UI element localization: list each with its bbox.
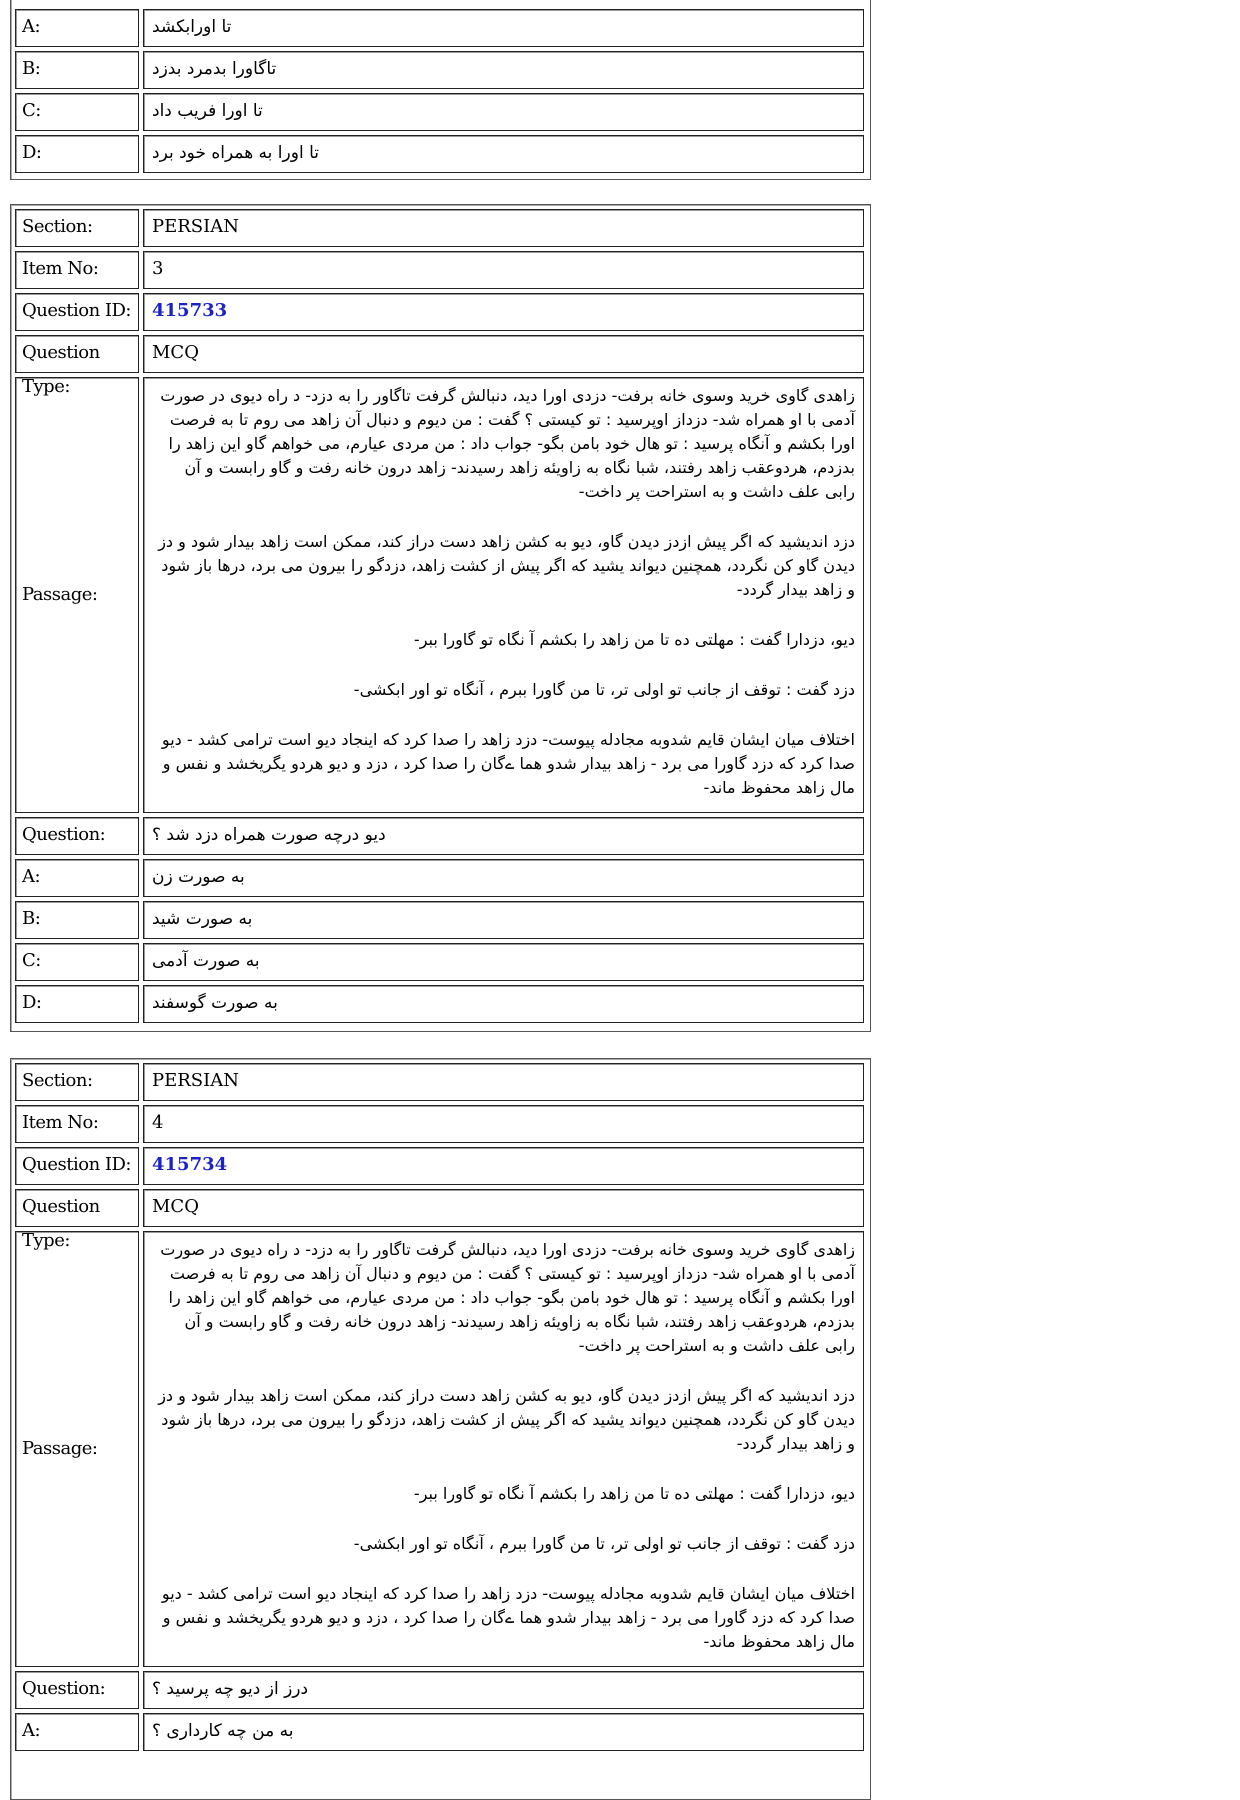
- passage-paragraph: دزد گفت : توقف از جانب تو اولی تر، تا من گاورا ببرم ، آنگاه تو اور ابکشی-: [353, 1534, 855, 1553]
- option-a-text: به من چه کارداری ؟: [143, 1713, 864, 1751]
- question-block-2: [10, 0, 871, 180]
- option-b-label: B:: [15, 901, 139, 939]
- item-no-label: Item No:: [15, 251, 139, 289]
- question-id-label: Question ID:: [15, 293, 139, 331]
- question-type-label: Question Type:: [15, 1189, 139, 1227]
- option-b-text: به صورت شید: [143, 901, 864, 939]
- item-no-value: 4: [143, 1105, 864, 1143]
- passage-paragraph: دزد گفت : توقف از جانب تو اولی تر، تا من گاورا ببرم ، آنگاه تو اور ابکشی-: [353, 680, 855, 699]
- question-text: دیو درچه صورت همراه دزد شد ؟: [143, 817, 864, 855]
- question-block-3: [10, 204, 871, 1032]
- passage-paragraph: دزد اندیشید که اگر پیش ازدز دیدن گاو، دیو به کشن زاهد دست دراز کند، ممکن است زاهد بیدار شود و دز دیدن گاو کن نگردد، همچنین دیواند یشید که اگر پیش از کشت زاهد، دزدگو را بیرون می برد، درها باز شود و زاهد بیدار گردد-: [158, 532, 855, 599]
- question-text: درز از دیو چه پرسید ؟: [143, 1671, 864, 1709]
- option-c-label: C:: [15, 93, 139, 131]
- option-c-text: به صورت آدمی: [143, 943, 864, 981]
- option-c-text: تا اورا فریب داد: [143, 93, 864, 131]
- question-type-value: MCQ: [143, 335, 864, 373]
- passage-paragraph: اختلاف میان ایشان قایم شدوبه مجادله پیوست- دزد زاهد را صدا کرد که اینجاد دیو است ترامی کشد - دیو صدا کرد که دزد گاورا می برد - زاهد بیدار شدو هما ےگان را صدا کرد ، دزد و دیو هردو یگریخشد و نفس و مال زاهد محفوظ ماند-: [161, 730, 855, 797]
- section-value: PERSIAN: [143, 209, 864, 247]
- section-label: Section:: [15, 209, 139, 247]
- item-no-value: 3: [143, 251, 864, 289]
- passage-text: [143, 1231, 864, 1667]
- question-block-4: [10, 1058, 871, 1800]
- question-label: Question:: [15, 1671, 139, 1709]
- option-b-text: تاگاورا بدمرد بدزد: [143, 51, 864, 89]
- option-a-label: A:: [15, 9, 139, 47]
- passage-paragraph: دیو، دزدارا گفت : مهلتی ده تا من زاهد را بکشم آ نگاه تو گاورا ببر-: [413, 1484, 855, 1503]
- passage-paragraph: زاهدی گاوی خرید وسوی خانه برفت- دزدی اورا دید، دنبالش گرفت تاگاور را به دزد- د راه دیوی در صورت آدمی با او همراه شد- دزداز اوپرسید : تو کیستی ؟ گفت : من دیوم و دنبال آن زاهد می روم تا به فرصت اورا بکشم و آنگاه پرسید : تو هال خود بامن بگو- جواب داد : من مردی عیارم، می خواهم گاو این زاهد را بدزدم، هردوعقب زاهد رفتند، شبا نگاه به زاویئه زاهد رسیدند- زاهد درون خانه رفت و گاو رابست و آن رابی علف داشت و به استراحت پر داخت-: [160, 1240, 855, 1355]
- question-label: Question:: [15, 817, 139, 855]
- passage-paragraph: دیو، دزدارا گفت : مهلتی ده تا من زاهد را بکشم آ نگاه تو گاورا ببر-: [413, 630, 855, 649]
- question-id-value: 415733: [143, 293, 864, 331]
- question-id-label: Question ID:: [15, 1147, 139, 1185]
- section-value: PERSIAN: [143, 1063, 864, 1101]
- option-d-text: تا اورا به همراه خود برد: [143, 135, 864, 173]
- question-type-value: MCQ: [143, 1189, 864, 1227]
- passage-paragraph: اختلاف میان ایشان قایم شدوبه مجادله پیوست- دزد زاهد را صدا کرد که اینجاد دیو است ترامی کشد - دیو صدا کرد که دزد گاورا می برد - زاهد بیدار شدو هما ےگان را صدا کرد ، دزد و دیو هردو یگریخشد و نفس و مال زاهد محفوظ ماند-: [161, 1584, 855, 1651]
- question-type-label: Question Type:: [15, 335, 139, 373]
- question-id-value: 415734: [143, 1147, 864, 1185]
- passage-paragraph: دزد اندیشید که اگر پیش ازدز دیدن گاو، دیو به کشن زاهد دست دراز کند، ممکن است زاهد بیدار شود و دز دیدن گاو کن نگردد، همچنین دیواند یشید که اگر پیش از کشت زاهد، دزدگو را بیرون می برد، درها باز شود و زاهد بیدار گردد-: [158, 1386, 855, 1453]
- section-label: Section:: [15, 1063, 139, 1101]
- option-d-label: D:: [15, 135, 139, 173]
- passage-text: [143, 377, 864, 813]
- passage-paragraph: زاهدی گاوی خرید وسوی خانه برفت- دزدی اورا دید، دنبالش گرفت تاگاور را به دزد- د راه دیوی در صورت آدمی با او همراه شد- دزداز اوپرسید : تو کیستی ؟ گفت : من دیوم و دنبال آن زاهد می روم تا به فرصت اورا بکشم و آنگاه پرسید : تو هال خود بامن بگو- جواب داد : من مردی عیارم، می خواهم گاو این زاهد را بدزدم، هردوعقب زاهد رفتند، شبا نگاه به زاویئه زاهد رسیدند- زاهد درون خانه رفت و گاو رابست و آن رابی علف داشت و به استراحت پر داخت-: [160, 386, 855, 501]
- option-c-label: C:: [15, 943, 139, 981]
- option-b-label: B:: [15, 51, 139, 89]
- option-a-text: تا اورابکشد: [143, 9, 864, 47]
- option-a-text: به صورت زن: [143, 859, 864, 897]
- passage-label: Passage:: [15, 1231, 139, 1667]
- option-d-label: D:: [15, 985, 139, 1023]
- option-d-text: به صورت گوسفند: [143, 985, 864, 1023]
- option-a-label: A:: [15, 859, 139, 897]
- passage-label: Passage:: [15, 377, 139, 813]
- option-a-label: A:: [15, 1713, 139, 1751]
- item-no-label: Item No:: [15, 1105, 139, 1143]
